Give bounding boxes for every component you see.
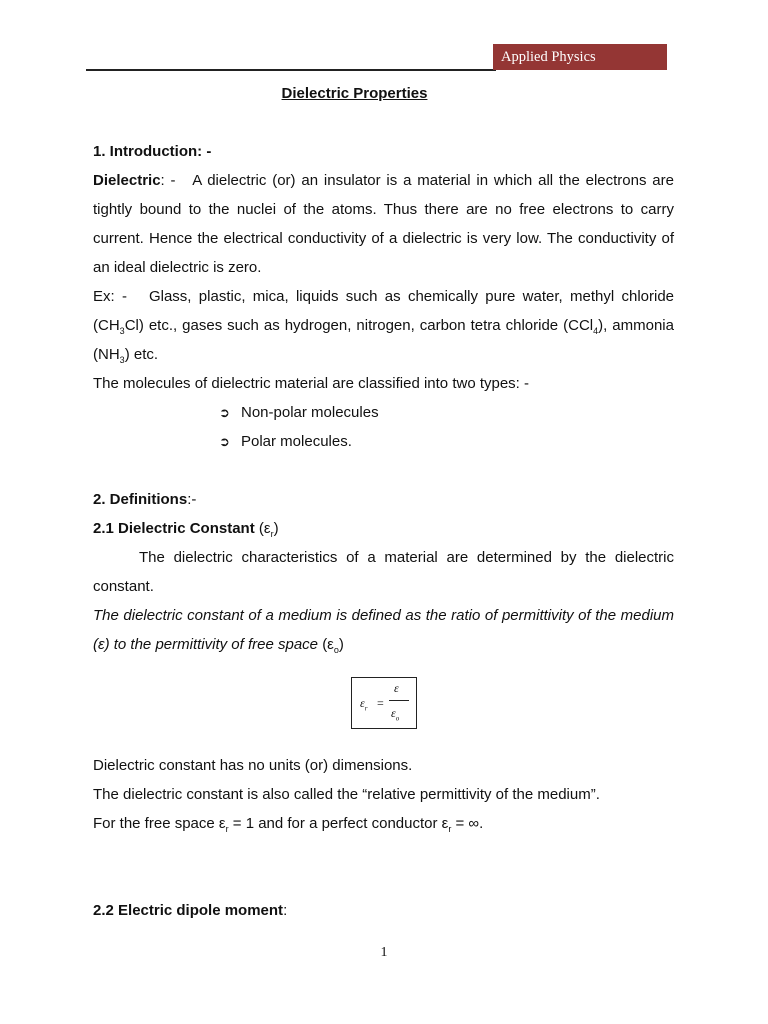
dielectric-term: Dielectric <box>93 172 161 189</box>
molecule-types-list <box>93 398 674 456</box>
formula-numerator: ε <box>394 681 399 695</box>
formula-lhs: $\varepsilon_r$ <box>360 696 368 713</box>
definitions-heading: 2. Definitions:- <box>93 491 197 508</box>
arrow-bullet-icon: ➲ <box>219 405 230 420</box>
document-title: Dielectric Properties <box>281 85 428 102</box>
no-units-sentence: Dielectric constant has no units (or) dimensions. <box>93 757 413 774</box>
formula-denominator: $\varepsilon_o$ <box>391 706 400 723</box>
page-number: 1 <box>380 945 388 960</box>
dielectric-constant-heading: 2.1 Dielectric Constant $(\varepsilon_r)$ <box>93 520 279 539</box>
dielectric-constant-paragraph: The dielectric characteristics of a material are determined by the dielectric constant. <box>93 549 674 595</box>
dielectric-constant-definition: The dielectric constant of a medium is defined as the ratio of permittivity of the medium (ε) to the permittivity of free space $(\varepsilon_o)$ <box>93 607 674 655</box>
header-subject-tag: Applied Physics <box>493 44 667 70</box>
list-item: ➲ Polar molecules. <box>219 427 674 456</box>
document-body <box>93 78 674 925</box>
dielectric-definition-text: A dielectric (or) an insulator is a material in which all the electrons are tightly bound to the nuclei of the atoms. Thus there are no free electrons to carry current. Hence the electrical conductivity of a dielectric is very low. The conductivity of an ideal dielectric is zero. <box>93 172 674 276</box>
classification-sentence: The molecules of dielectric material are classified into two types: - <box>93 375 530 392</box>
dipole-moment-heading: 2.2 Electric dipole moment: <box>93 902 288 919</box>
dielectric-constant-formula <box>351 677 417 729</box>
arrow-bullet-icon: ➲ <box>219 434 230 449</box>
examples-paragraph: Ex: - Glass, plastic, mica, liquids such as chemically pure water, methyl chloride $(CH_3Cl)$ etc., gases such as hydrogen, nitrogen, carbon tetra chloride (CCl$_4$), ammonia $(NH_3)$ etc. <box>93 288 675 365</box>
header-rule <box>86 69 496 71</box>
examples-label: Ex: - <box>93 288 127 305</box>
dielectric-definition: Dielectric: - A dielectric (or) an insulator is a material in which all the electrons are tightly bound to the nuclei of the atoms. Thus there are no free electrons to carry current. Hence the electrical conductivity of a dielectric is very low. The conductivity of an ideal dielectric is zero. <box>93 172 674 276</box>
list-item: ➲ Non-polar molecules <box>219 398 674 427</box>
free-space-sentence: For the free space $\varepsilon_r = 1$ and for a perfect conductor $\varepsilon_r$ = ∞. <box>93 815 484 834</box>
intro-heading: 1. Introduction: - <box>93 143 212 160</box>
also-called-sentence: The dielectric constant is also called the “relative permittivity of the medium”. <box>93 786 600 803</box>
formula-equals: = <box>377 696 384 710</box>
